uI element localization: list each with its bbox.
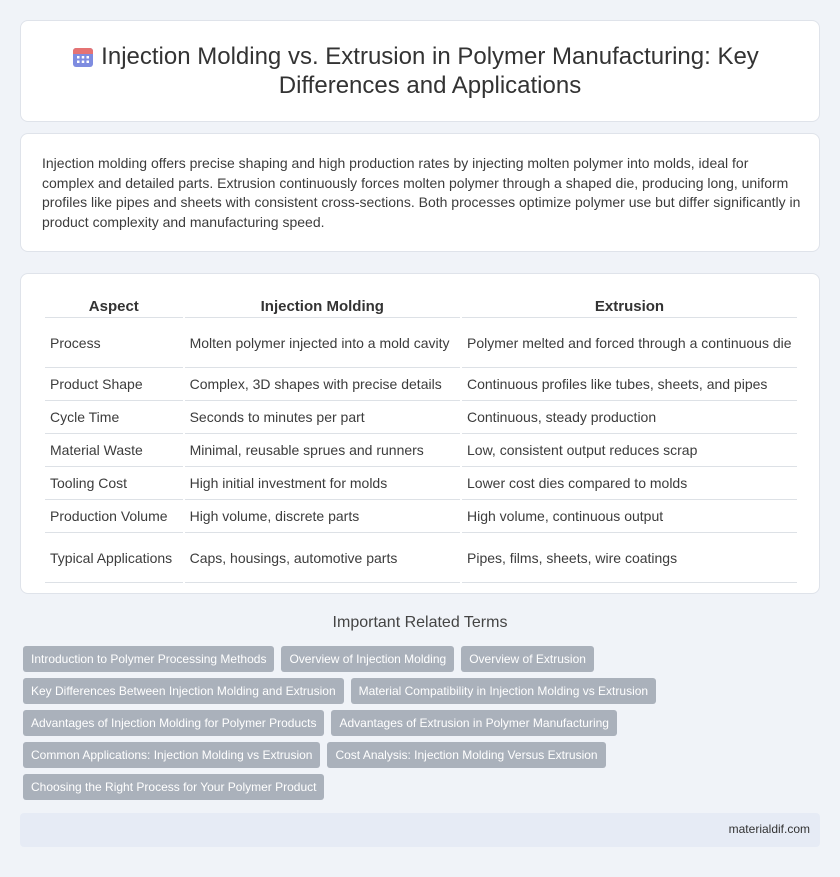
- table-cell-extrusion: Lower cost dies compared to molds: [462, 467, 797, 500]
- intro-card: [20, 133, 820, 252]
- table-row: [45, 533, 797, 583]
- table-header-row: [45, 296, 797, 318]
- table-cell-injection-molding: Caps, housings, automotive parts: [185, 533, 460, 583]
- related-terms-heading: Important Related Terms: [332, 614, 508, 631]
- table-row: [45, 467, 797, 500]
- related-term-tag[interactable]: Introduction to Polymer Processing Methods: [23, 646, 274, 672]
- related-term-tag[interactable]: Cost Analysis: Injection Molding Versus Extrusion: [327, 742, 605, 768]
- column-header-extrusion: Extrusion: [462, 296, 797, 318]
- related-term-tag[interactable]: Choosing the Right Process for Your Polymer Product: [23, 774, 324, 800]
- table-cell-aspect: Product Shape: [45, 368, 183, 401]
- related-term-tag[interactable]: Key Differences Between Injection Molding and Extrusion: [23, 678, 344, 704]
- table-cell-extrusion: Pipes, films, sheets, wire coatings: [462, 533, 797, 583]
- table-cell-injection-molding: Minimal, reusable sprues and runners: [185, 434, 460, 467]
- footer-bar: [20, 813, 820, 847]
- table-cell-injection-molding: High initial investment for molds: [185, 467, 460, 500]
- page-title: Injection Molding vs. Extrusion in Polymer Manufacturing: Key Differences and Applications: [101, 43, 759, 99]
- table-cell-injection-molding: Molten polymer injected into a mold cavity: [185, 318, 460, 368]
- table-cell-extrusion: High volume, continuous output: [462, 500, 797, 533]
- related-terms-list: [23, 646, 813, 806]
- related-term-tag[interactable]: Overview of Injection Molding: [281, 646, 454, 672]
- column-header-aspect: Aspect: [45, 296, 183, 318]
- related-term-tag[interactable]: Advantages of Injection Molding for Polymer Products: [23, 710, 324, 736]
- table-cell-aspect: Process: [45, 318, 183, 368]
- related-term-tag[interactable]: Common Applications: Injection Molding vs Extrusion: [23, 742, 320, 768]
- table-cell-extrusion: Polymer melted and forced through a continuous die: [462, 318, 797, 368]
- table-cell-aspect: Cycle Time: [45, 401, 183, 434]
- table-row: [45, 368, 797, 401]
- footer-site-link[interactable]: materialdif.com: [728, 822, 810, 836]
- header-card: [20, 20, 820, 122]
- table-row: [45, 500, 797, 533]
- table-cell-aspect: Tooling Cost: [45, 467, 183, 500]
- related-term-tag[interactable]: Material Compatibility in Injection Molding vs Extrusion: [351, 678, 656, 704]
- table-cell-injection-molding: High volume, discrete parts: [185, 500, 460, 533]
- table-row: [45, 318, 797, 368]
- related-term-tag[interactable]: Advantages of Extrusion in Polymer Manufacturing: [331, 710, 616, 736]
- table-cell-aspect: Material Waste: [45, 434, 183, 467]
- table-row: [45, 434, 797, 467]
- related-term-tag[interactable]: Overview of Extrusion: [461, 646, 594, 672]
- table-cell-aspect: Production Volume: [45, 500, 183, 533]
- table-cell-injection-molding: Seconds to minutes per part: [185, 401, 460, 434]
- table-cell-extrusion: Low, consistent output reduces scrap: [462, 434, 797, 467]
- table-cell-extrusion: Continuous profiles like tubes, sheets, and pipes: [462, 368, 797, 401]
- table-cell-injection-molding: Complex, 3D shapes with precise details: [185, 368, 460, 401]
- intro-paragraph: Injection molding offers precise shaping and high production rates by injecting molten polymer into molds, ideal for complex and detailed parts. Extrusion continuously forces molten polymer through a shaped die, producing long, uniform profiles like pipes and sheets with consistent cross-sections. Both processes optimize polymer use but differ significantly in product complexity and manufacturing speed.: [42, 155, 801, 230]
- table-cell-extrusion: Continuous, steady production: [462, 401, 797, 434]
- column-header-injection-molding: Injection Molding: [185, 296, 460, 318]
- comparison-table: [43, 296, 799, 583]
- table-cell-aspect: Typical Applications: [45, 533, 183, 583]
- table-row: [45, 401, 797, 434]
- comparison-table-card: [20, 273, 820, 594]
